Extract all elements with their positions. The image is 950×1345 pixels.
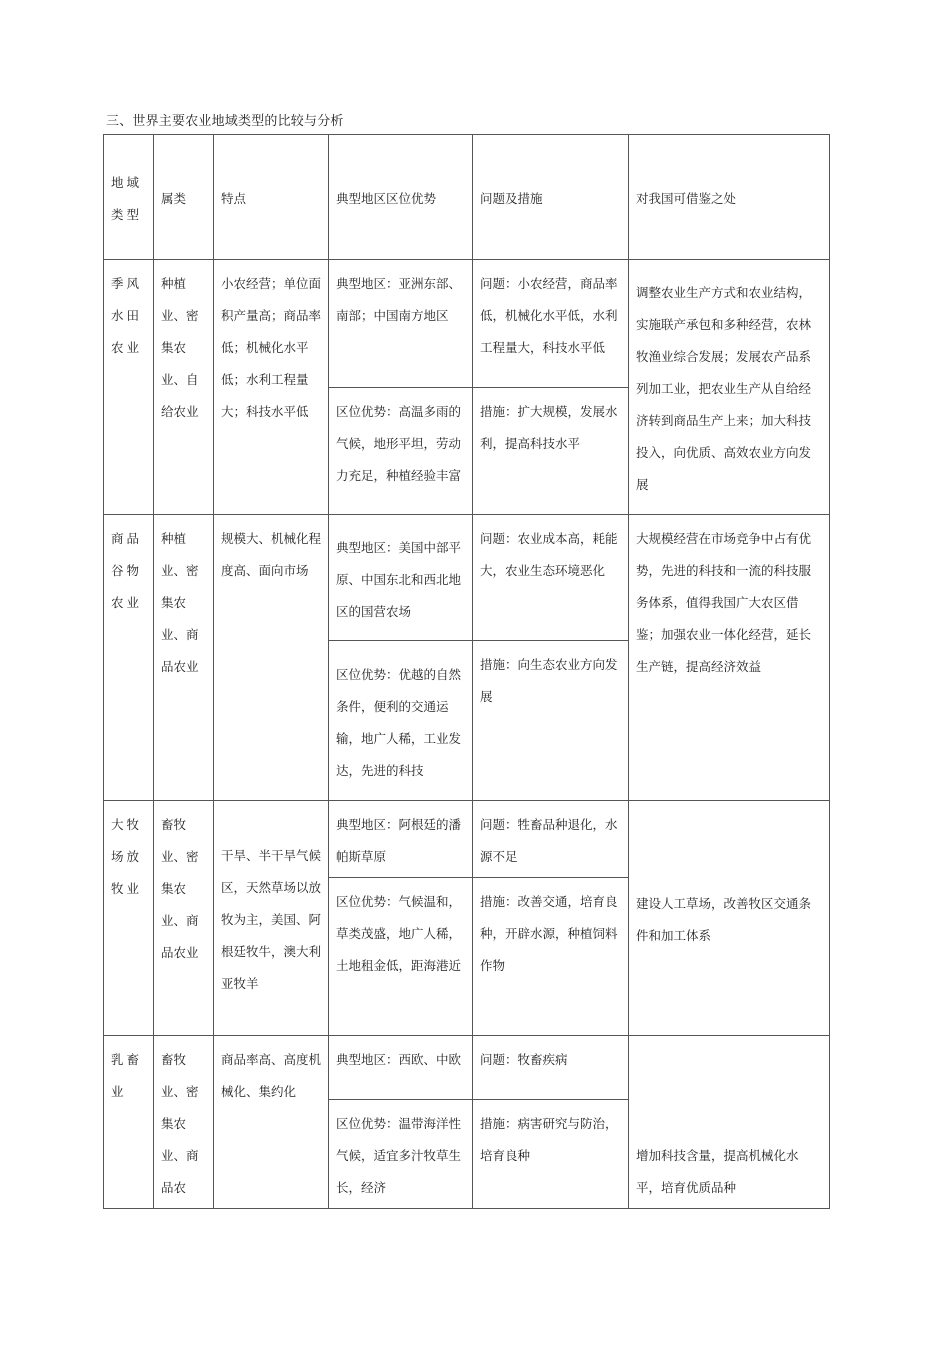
cell-category: 种植业、密集农业、自给农业 — [154, 260, 214, 515]
cell-category: 畜牧业、密集农业、商品农 — [154, 1036, 214, 1209]
cell-lesson: 大规模经营在市场竞争中占有优势，先进的科技和一流的科技服务体系，值得我国广大农区借鉴；加强农业一体化经营，延长生产链，提高经济效益 — [629, 515, 830, 801]
cell-measure: 措施：扩大规模，发展水利，提高科技水平 — [473, 388, 629, 515]
table-row — [104, 801, 830, 878]
cell-lesson: 调整农业生产方式和农业结构，实施联产承包和多种经营，农林牧渔业综合发展；发展农产品系列加工业，把农业生产从自给经济转到商品生产上来；加大科技投入，向优质、高效农业方向发展 — [629, 260, 830, 515]
cell-lesson: 增加科技含量，提高机械化水平，培育优质品种 — [629, 1036, 830, 1209]
header-features: 特点 — [214, 135, 329, 260]
cell-advantage: 区位优势：高温多雨的气候，地形平坦，劳动力充足，种植经验丰富 — [329, 388, 473, 515]
cell-measure: 措施：病害研究与防治，培育良种 — [473, 1100, 629, 1209]
cell-measure: 措施：改善交通，培育良种，开辟水源，种植饲料作物 — [473, 878, 629, 1036]
cell-features: 小农经营；单位面积产量高；商品率低；机械化水平低；水利工程量大；科技水平低 — [214, 260, 329, 515]
page-title: 三、世界主要农业地域类型的比较与分析 — [106, 114, 344, 129]
cell-category: 种植业、密集农业、商品农业 — [154, 515, 214, 801]
cell-region: 典型地区：亚洲东部、南部；中国南方地区 — [329, 260, 473, 388]
table-row — [104, 1036, 830, 1100]
cell-type: 乳畜业 — [104, 1036, 154, 1209]
cell-region: 典型地区：阿根廷的潘帕斯草原 — [329, 801, 473, 878]
cell-features: 干旱、半干旱气候区，天然草场以放牧为主，美国、阿根廷牧牛，澳大利亚牧羊 — [214, 801, 329, 1036]
cell-category: 畜牧业、密集农业、商品农业 — [154, 801, 214, 1036]
table-row — [104, 515, 830, 641]
cell-type: 季风水田农业 — [104, 260, 154, 515]
cell-region: 典型地区：西欧、中欧 — [329, 1036, 473, 1100]
header-problem: 问题及措施 — [473, 135, 629, 260]
cell-type: 大牧场放牧业 — [104, 801, 154, 1036]
header-region: 典型地区区位优势 — [329, 135, 473, 260]
header-row — [104, 135, 830, 260]
header-category: 属类 — [154, 135, 214, 260]
agriculture-comparison-table — [103, 134, 830, 1209]
header-type: 地域类型 — [104, 135, 154, 260]
cell-region: 典型地区：美国中部平原、中国东北和西北地区的国营农场 — [329, 515, 473, 641]
cell-measure: 措施：向生态农业方向发展 — [473, 641, 629, 801]
cell-lesson: 建设人工草场，改善牧区交通条件和加工体系 — [629, 801, 830, 1036]
header-lesson: 对我国可借鉴之处 — [629, 135, 830, 260]
cell-advantage: 区位优势：温带海洋性气候，适宜多汁牧草生长，经济 — [329, 1100, 473, 1209]
cell-features: 商品率高、高度机械化、集约化 — [214, 1036, 329, 1209]
cell-advantage: 区位优势：气候温和，草类茂盛，地广人稀，土地租金低，距海港近 — [329, 878, 473, 1036]
cell-problem: 问题：小农经营，商品率低，机械化水平低，水利工程量大，科技水平低 — [473, 260, 629, 388]
table-row — [104, 260, 830, 388]
cell-problem: 问题：牲畜品种退化，水源不足 — [473, 801, 629, 878]
cell-type: 商品谷物农业 — [104, 515, 154, 801]
cell-problem: 问题：牧畜疾病 — [473, 1036, 629, 1100]
cell-features: 规模大、机械化程度高、面向市场 — [214, 515, 329, 801]
cell-problem: 问题：农业成本高，耗能大，农业生态环境恶化 — [473, 515, 629, 641]
cell-advantage: 区位优势：优越的自然条件，便利的交通运输，地广人稀，工业发达，先进的科技 — [329, 641, 473, 801]
